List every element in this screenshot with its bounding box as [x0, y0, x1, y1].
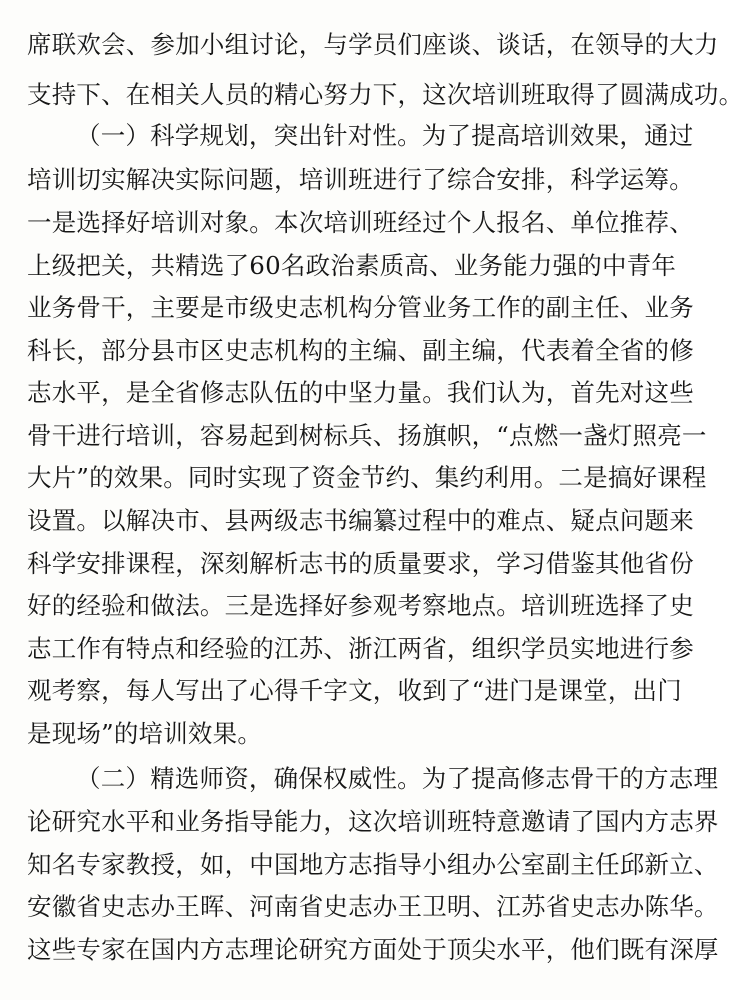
text-line: 设置。以解决市、县两级志书编纂过程中的难点、疑点问题来	[27, 506, 694, 535]
text-line: 科长，部分县市区史志机构的主编、副主编，代表着全省的修	[27, 336, 694, 365]
text-line: 好的经验和做法。三是选择好参观考察地点。培训班选择了史	[27, 591, 694, 620]
text-line: 大片”的效果。同时实现了资金节约、集约利用。二是搞好课程	[27, 463, 707, 492]
section-heading-line: （一）科学规划，突出针对性。为了提高培训效果，通过	[76, 121, 694, 150]
text-line: 观考察，每人写出了心得千字文，收到了“进门是课堂，出门	[27, 676, 682, 705]
section-heading-line: （二）精选师资，确保权威性。为了提高修志骨干的方志理	[76, 764, 719, 793]
text-line: 业务骨干，主要是市级史志机构分管业务工作的副主任、业务	[27, 293, 694, 322]
text-line: 知名专家教授，如，中国地方志指导小组办公室副主任邱新立、	[27, 850, 719, 879]
text-line: 骨干进行培训，容易起到树标兵、扬旗帜，“点燃一盏灯照亮一	[27, 421, 707, 450]
text-line: 一是选择好培训对象。本次培训班经过个人报名、单位推荐、	[27, 208, 694, 237]
text-line: 席联欢会、参加小组讨论，与学员们座谈、谈话，在领导的大力	[27, 30, 719, 59]
text-line: 志工作有特点和经验的江苏、浙江两省，组织学员实地进行参	[27, 634, 694, 663]
text-line: 论研究水平和业务指导能力，这次培训班特意邀请了国内方志界	[27, 807, 719, 836]
text-line: 这些专家在国内方志理论研究方面处于顶尖水平，他们既有深厚	[27, 935, 719, 964]
text-line: 培训切实解决实际问题，培训班进行了综合安排，科学运筹。	[27, 165, 694, 194]
text-line: 志水平，是全省修志队伍的中坚力量。我们认为，首先对这些	[27, 378, 694, 407]
text-line: 是现场”的培训效果。	[27, 719, 263, 748]
text-line: 安徽省史志办王晖、河南省史志办王卫明、江苏省史志办陈华。	[27, 892, 719, 921]
text-line: 上级把关，共精选了60名政治素质高、业务能力强的中青年	[27, 251, 677, 280]
text-line: 支持下、在相关人员的精心努力下，这次培训班取得了圆满成功。	[27, 80, 743, 109]
text-line: 科学安排课程，深刻解析志书的质量要求，学习借鉴其他省份	[27, 549, 694, 578]
